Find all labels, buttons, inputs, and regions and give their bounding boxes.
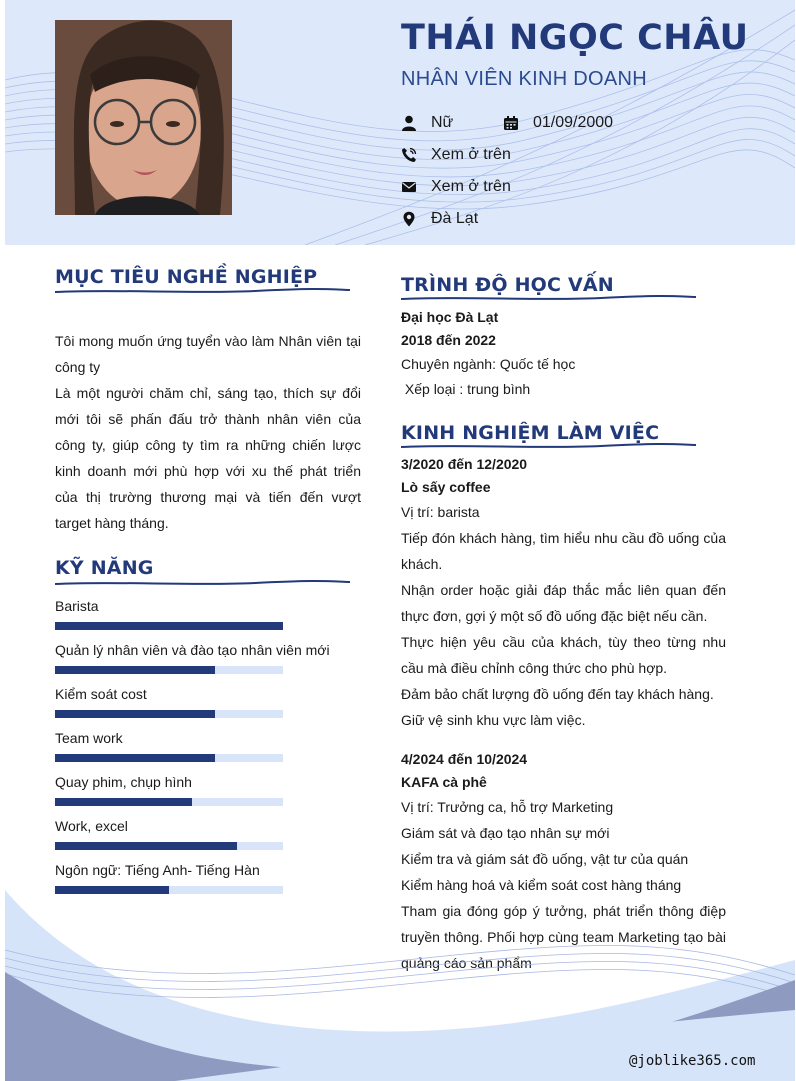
user-icon (401, 115, 417, 131)
experience-company: Lò sấy coffee (401, 479, 491, 495)
profile-photo (55, 20, 232, 215)
skill-item (55, 818, 283, 850)
objective-title: MỤC TIÊU NGHỀ NGHIỆP (55, 266, 318, 288)
phone-value: Xem ở trên (431, 146, 511, 163)
phone-row (401, 146, 511, 164)
experience-duty: Nhận order hoặc giải đáp thắc mắc liên quan đến thực đơn, gợi ý một số đồ uống đặc biệt nếu cần. (401, 582, 726, 624)
gender-value: Nữ (431, 114, 454, 131)
skill-bar-track (55, 842, 283, 850)
job-title: NHÂN VIÊN KINH DOANH (401, 68, 648, 90)
email-value: Xem ở trên (431, 178, 511, 195)
experience-duty: Tiếp đón khách hàng, tìm hiểu nhu cầu đồ uống của khách. (401, 530, 726, 572)
skill-bar-fill (55, 666, 215, 674)
skill-label: Barista (55, 598, 99, 614)
experience-period: 4/2024 đến 10/2024 (401, 751, 528, 767)
portrait-image (55, 20, 232, 215)
cv-page (5, 0, 795, 1081)
skill-label: Kiểm soát cost (55, 686, 147, 702)
experience-duty: Giám sát và đạo tạo nhân sự mới (401, 825, 610, 841)
skill-item (55, 686, 283, 718)
skill-bar-fill (55, 622, 283, 630)
skill-label: Work, excel (55, 818, 128, 834)
experience-duty: Đảm bảo chất lượng đồ uống đến tay khách hàng. (401, 686, 714, 702)
calendar-icon (503, 115, 519, 131)
skill-bar-track (55, 622, 283, 630)
experience-underline (401, 442, 696, 450)
birthday-value: 01/09/2000 (533, 114, 614, 131)
experience-duty: Tham gia đóng góp ý tưởng, phát triển thông điệp truyền thông. Phối hợp cùng team Marketing tạo bài quảng cáo sản phẩm (401, 903, 726, 971)
education-major: Chuyên ngành: Quốc tế học (401, 356, 576, 372)
birthday-row (503, 114, 613, 132)
skill-label: Quay phim, chụp hình (55, 774, 192, 790)
footer-wave-decoration (5, 880, 795, 1081)
candidate-name: THÁI NGỌC CHÂU (401, 18, 749, 58)
envelope-icon (401, 179, 417, 195)
experience-duty: Kiểm hàng hoá và kiểm soát cost hàng tháng (401, 877, 682, 893)
education-title: TRÌNH ĐỘ HỌC VẤN (401, 274, 614, 296)
skill-bar-fill (55, 754, 215, 762)
school-name: Đại học Đà Lạt (401, 309, 499, 325)
experience-duty: Thực hiện yêu cầu của khách, tùy theo từng nhu cầu mà điều chỉnh công thức cho phù hợp. (401, 634, 726, 676)
map-pin-icon (401, 211, 417, 227)
skill-bar-track (55, 754, 283, 762)
skill-bar-track (55, 798, 283, 806)
experience-title: KINH NGHIỆM LÀM VIỆC (401, 422, 660, 444)
objective-underline (55, 287, 350, 295)
skill-bar-fill (55, 798, 192, 806)
address-value: Đà Lạt (431, 210, 479, 227)
skill-label: Team work (55, 730, 123, 746)
experience-duty: Kiểm tra và giám sát đồ uống, vật tư của quán (401, 851, 689, 867)
experience-company: KAFA cà phê (401, 774, 487, 790)
education-rank: Xếp loại : trung bình (401, 381, 531, 397)
email-row (401, 178, 511, 196)
skill-item (55, 642, 330, 674)
gender-row (401, 114, 453, 132)
education-underline (401, 294, 696, 302)
header-band (5, 0, 795, 245)
watermark: @joblike365.com (629, 1053, 756, 1069)
education-block (401, 306, 726, 402)
skills-underline (55, 579, 350, 587)
skill-bar-fill (55, 710, 215, 718)
experience-duty: Giữ vệ sinh khu vực làm việc. (401, 712, 586, 728)
address-row (401, 210, 478, 228)
objective-text: Tôi mong muốn ứng tuyển vào làm Nhân viên tại công ty Là một người chăm chỉ, sáng tạo, thích sự đổi mới tôi sẽ phấn đấu trở thành nhân viên của công ty, giúp công ty tìm ra những chiến lược kinh doanh mới phù hợp với xu thế phát triển của thị trường thương mại và tiến đến vượt target hàng tháng. (55, 333, 361, 531)
skill-item (55, 730, 283, 762)
experience-item (401, 453, 726, 733)
experience-duty: Vị trí: Trưởng ca, hỗ trợ Marketing (401, 799, 614, 815)
skill-item (55, 774, 283, 806)
skill-bar-track (55, 666, 283, 674)
phone-icon (401, 147, 417, 163)
skill-item (55, 598, 283, 630)
experience-duties (401, 499, 726, 733)
education-period: 2018 đến 2022 (401, 332, 496, 348)
skills-title: KỸ NĂNG (55, 557, 154, 579)
skill-bar-fill (55, 842, 237, 850)
skill-label: Quản lý nhân viên và đào tạo nhân viên mới (55, 642, 330, 658)
experience-period: 3/2020 đến 12/2020 (401, 456, 528, 472)
experience-duty: Vị trí: barista (401, 504, 480, 520)
skill-label: Ngôn ngữ: Tiếng Anh- Tiếng Hàn (55, 862, 260, 878)
skill-bar-track (55, 710, 283, 718)
